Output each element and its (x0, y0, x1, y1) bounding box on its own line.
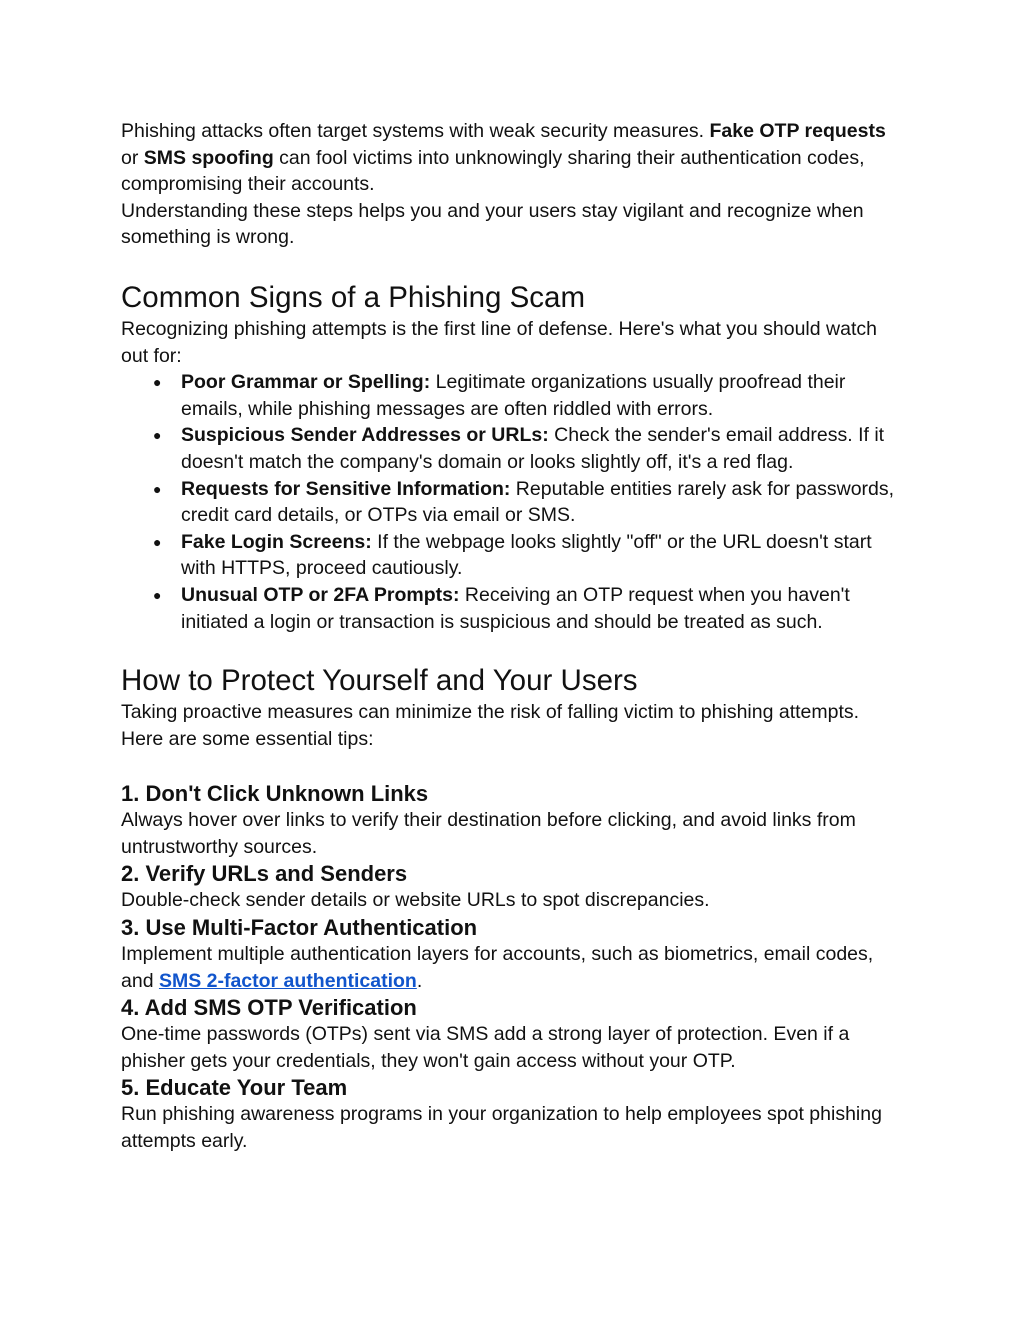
tip-text: Run phishing awareness programs in your organization to help employees spot phishing attempts early. (121, 1103, 882, 1153)
bullet-icon: ● (153, 586, 162, 603)
list-item (153, 529, 904, 582)
bullet-icon: ● (153, 533, 162, 550)
intro-paragraph-2: Understanding these steps helps you and your users stay vigilant and recognize when something is wrong. (121, 199, 864, 249)
intro-text: or (121, 146, 144, 169)
bullet-icon: ● (153, 480, 162, 497)
list-item-label: Requests for Sensitive Information: (181, 477, 511, 500)
tip-text: Double-check sender details or website URLs to spot discrepancies. (121, 889, 710, 912)
intro-bold-sms-spoofing: SMS spoofing (143, 146, 274, 169)
tip-item (121, 780, 904, 860)
tip-text (121, 941, 904, 994)
list-item-label: Unusual OTP or 2FA Prompts: (181, 583, 460, 606)
list-item-label: Fake Login Screens: (181, 530, 372, 553)
list-item (153, 369, 904, 422)
tip-title: 4. Add SMS OTP Verification (121, 995, 417, 1021)
tip-text-part: . (416, 969, 423, 992)
intro-paragraph (121, 118, 904, 198)
tip-text-part: Implement multiple authentication layers for accounts, such as biometrics, email codes, and (121, 943, 874, 992)
tip-title: 2. Verify URLs and Senders (121, 861, 408, 887)
list-item-label: Suspicious Sender Addresses or URLs: (181, 424, 549, 447)
tip-item (121, 1074, 904, 1154)
list-item (153, 476, 904, 529)
intro-text: can fool victims into unknowingly sharing their authentication codes, compromising their accounts. (121, 146, 865, 196)
bullet-icon: ● (153, 374, 162, 391)
list-item-text: If the webpage looks slightly "off" or the URL doesn't start with HTTPS, proceed cautiously. (181, 530, 872, 580)
tip-title: 5. Educate Your Team (121, 1075, 348, 1101)
tip-text: Always hover over links to verify their destination before clicking, and avoid links from untrustworthy sources. (121, 809, 856, 858)
tip-title: 1. Don't Click Unknown Links (121, 781, 429, 807)
intro-bold-fake-otp: Fake OTP requests (709, 120, 886, 142)
signs-lead: Recognizing phishing attempts is the first line of defense. Here's what you should watch out for: (121, 317, 877, 367)
intro-text: Phishing attacks often target systems with weak security measures. (121, 120, 710, 142)
tip-item (121, 914, 904, 994)
tip-text: One-time passwords (OTPs) sent via SMS add a strong layer of protection. Even if a phisher gets your credentials, they won't gain access without your OTP. (121, 1023, 850, 1072)
tip-item (121, 994, 904, 1074)
list-item-label: Poor Grammar or Spelling: (181, 371, 431, 394)
tip-title: 3. Use Multi-Factor Authentication (121, 915, 478, 941)
sms-2fa-link[interactable]: SMS 2-factor authentication (158, 969, 417, 992)
list-item-text: Check the sender's email address. If it doesn't match the company's domain or looks slightly off, it's a red flag. (181, 424, 885, 473)
list-item-text: Reputable entities rarely ask for passwords, credit card details, or OTPs via email or SMS. (181, 477, 895, 527)
list-item (153, 422, 904, 475)
list-item-text: Receiving an OTP request when you haven't initiated a login or transaction is suspicious and should be treated as such. (181, 583, 850, 633)
signs-list (121, 369, 904, 635)
section-heading-signs: Common Signs of a Phishing Scam (121, 280, 586, 314)
section-heading-protect: How to Protect Yourself and Your Users (121, 664, 638, 698)
protect-lead: Taking proactive measures can minimize the risk of falling victim to phishing attempts. Here are some essential tips: (121, 701, 860, 750)
tip-item (121, 860, 904, 914)
tips-list (121, 780, 904, 1154)
bullet-icon: ● (153, 427, 162, 444)
list-item-text: Legitimate organizations usually proofread their emails, while phishing messages are often riddled with errors. (181, 371, 846, 420)
list-item (153, 582, 904, 635)
